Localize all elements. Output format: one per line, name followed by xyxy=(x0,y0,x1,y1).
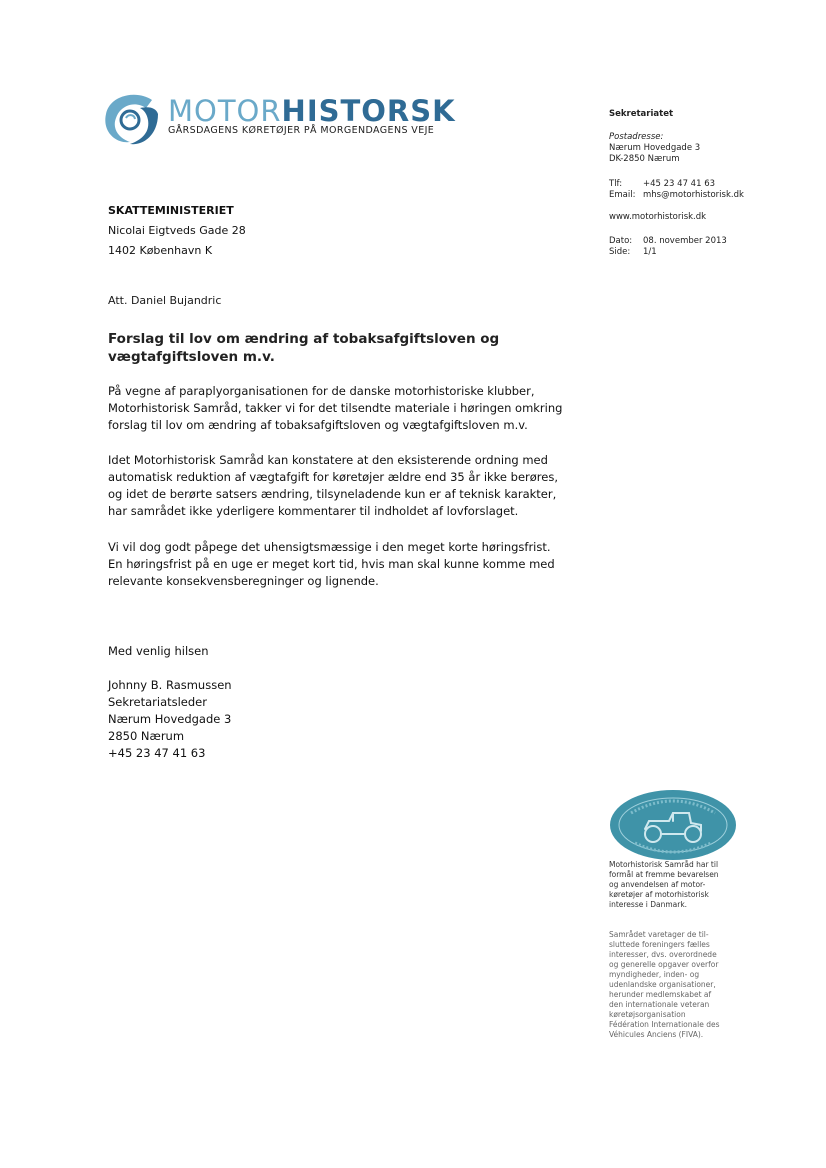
paragraph-line: Motorhistorisk Samråd, takker vi for det tilsendte materiale i høringen omkring xyxy=(108,401,563,415)
phone-row xyxy=(609,179,715,190)
attention-line: Att. Daniel Bujandric xyxy=(108,294,222,307)
page-row xyxy=(609,247,657,258)
about-line: Véhicules Anciens (FIVA). xyxy=(609,1030,704,1039)
closing-greeting: Med venlig hilsen xyxy=(108,644,209,658)
address-line1: Nærum Hovedgade 3 xyxy=(609,143,701,153)
paragraph-line: På vegne af paraplyorganisationen for de danske motorhistoriske klubber, xyxy=(108,384,535,398)
about-line: køretøjer af motorhistorisk xyxy=(609,890,709,899)
logo-wordmark: MOTORHISTORSK xyxy=(168,94,456,128)
paragraph-line: Idet Motorhistorisk Samråd kan konstatere at den eksisterende ordning med xyxy=(108,453,548,467)
about-line: Samrådet varetager de til- xyxy=(609,930,709,939)
date-label: Dato: xyxy=(609,236,633,246)
recipient-city: 1402 København K xyxy=(108,244,213,257)
paragraph-line: forslag til lov om ændring af tobaksafgiftsloven og vægtafgiftsloven m.v. xyxy=(108,418,528,432)
signer-role: Sekretariatsleder xyxy=(108,695,207,709)
about-line: den internationale veteran xyxy=(609,1000,710,1009)
about-line: Motorhistorisk Samråd har til xyxy=(609,860,719,869)
about-line: køretøjsorganisation xyxy=(609,1010,686,1019)
email-value[interactable]: mhs@motorhistorisk.dk xyxy=(643,190,744,200)
phone-label: Tlf: xyxy=(609,179,623,189)
address-label: Postadresse: xyxy=(609,132,664,142)
website-link[interactable]: www.motorhistorisk.dk xyxy=(609,212,707,222)
about-block-2 xyxy=(609,930,744,1040)
signature-block xyxy=(108,677,232,762)
letter-subject xyxy=(108,330,538,366)
sender-title: Sekretariatet xyxy=(609,109,674,119)
about-line: sluttede foreningers fælles xyxy=(609,940,710,949)
date-row xyxy=(609,236,727,247)
motorhistorisk-logo xyxy=(100,92,456,148)
logo-tagline: GÅRSDAGENS KØRETØJER PÅ MORGENDAGENS VEJE xyxy=(168,125,435,136)
paragraph-line: og idet de berørte satsers ændring, tilsyneladende kun er af teknisk karakter, xyxy=(108,487,557,501)
about-line: herunder medlemskabet af xyxy=(609,990,712,999)
signer-phone: +45 23 47 41 63 xyxy=(108,746,206,760)
page-label: Side: xyxy=(609,247,631,257)
signer-city: 2850 Nærum xyxy=(108,729,185,743)
recipient-street: Nicolai Eigtveds Gade 28 xyxy=(108,224,246,237)
paragraph-1 xyxy=(108,383,588,434)
date-value: 08. november 2013 xyxy=(643,236,727,246)
paragraph-line: En høringsfrist på en uge er meget kort tid, hvis man skal kunne komme med xyxy=(108,557,555,571)
paragraph-line: relevante konsekvensberegninger og lignende. xyxy=(108,574,379,588)
fiva-seal xyxy=(609,789,737,861)
paragraph-3 xyxy=(108,539,588,590)
paragraph-line: har samrådet ikke yderligere kommentarer til indholdet af lovforslaget. xyxy=(108,504,519,518)
paragraph-line: automatisk reduktion af vægtafgift for køretøjer ældre end 35 år ikke berøres, xyxy=(108,470,558,484)
phone-value: +45 23 47 41 63 xyxy=(643,179,716,189)
recipient-name: SKATTEMINISTERIET xyxy=(108,204,234,217)
about-line: myndigheder, inden- og xyxy=(609,970,700,979)
about-line: og generelle opgaver overfor xyxy=(609,960,719,969)
email-label: Email: xyxy=(609,190,636,200)
about-block-1 xyxy=(609,860,744,910)
subject-line2: vægtafgiftsloven m.v. xyxy=(108,349,275,365)
about-line: interesse i Danmark. xyxy=(609,900,688,909)
about-line: udenlandske organisationer, xyxy=(609,980,716,989)
signer-street: Nærum Hovedgade 3 xyxy=(108,712,232,726)
address-line2: DK-2850 Nærum xyxy=(609,154,680,164)
signer-name: Johnny B. Rasmussen xyxy=(108,678,232,692)
swirl-logo-icon xyxy=(100,92,160,148)
subject-line1: Forslag til lov om ændring af tobaksafgiftsloven og xyxy=(108,331,500,347)
paragraph-line: Vi vil dog godt påpege det uhensigtsmæssige i den meget korte høringsfrist. xyxy=(108,540,551,554)
about-line: formål at fremme bevarelsen xyxy=(609,870,719,879)
about-line: Fédération Internationale des xyxy=(609,1020,720,1029)
about-line: og anvendelsen af motor- xyxy=(609,880,706,889)
page-value: 1/1 xyxy=(643,247,657,257)
email-row xyxy=(609,190,744,201)
about-line: interesser, dvs. overordnede xyxy=(609,950,717,959)
paragraph-2 xyxy=(108,452,588,520)
